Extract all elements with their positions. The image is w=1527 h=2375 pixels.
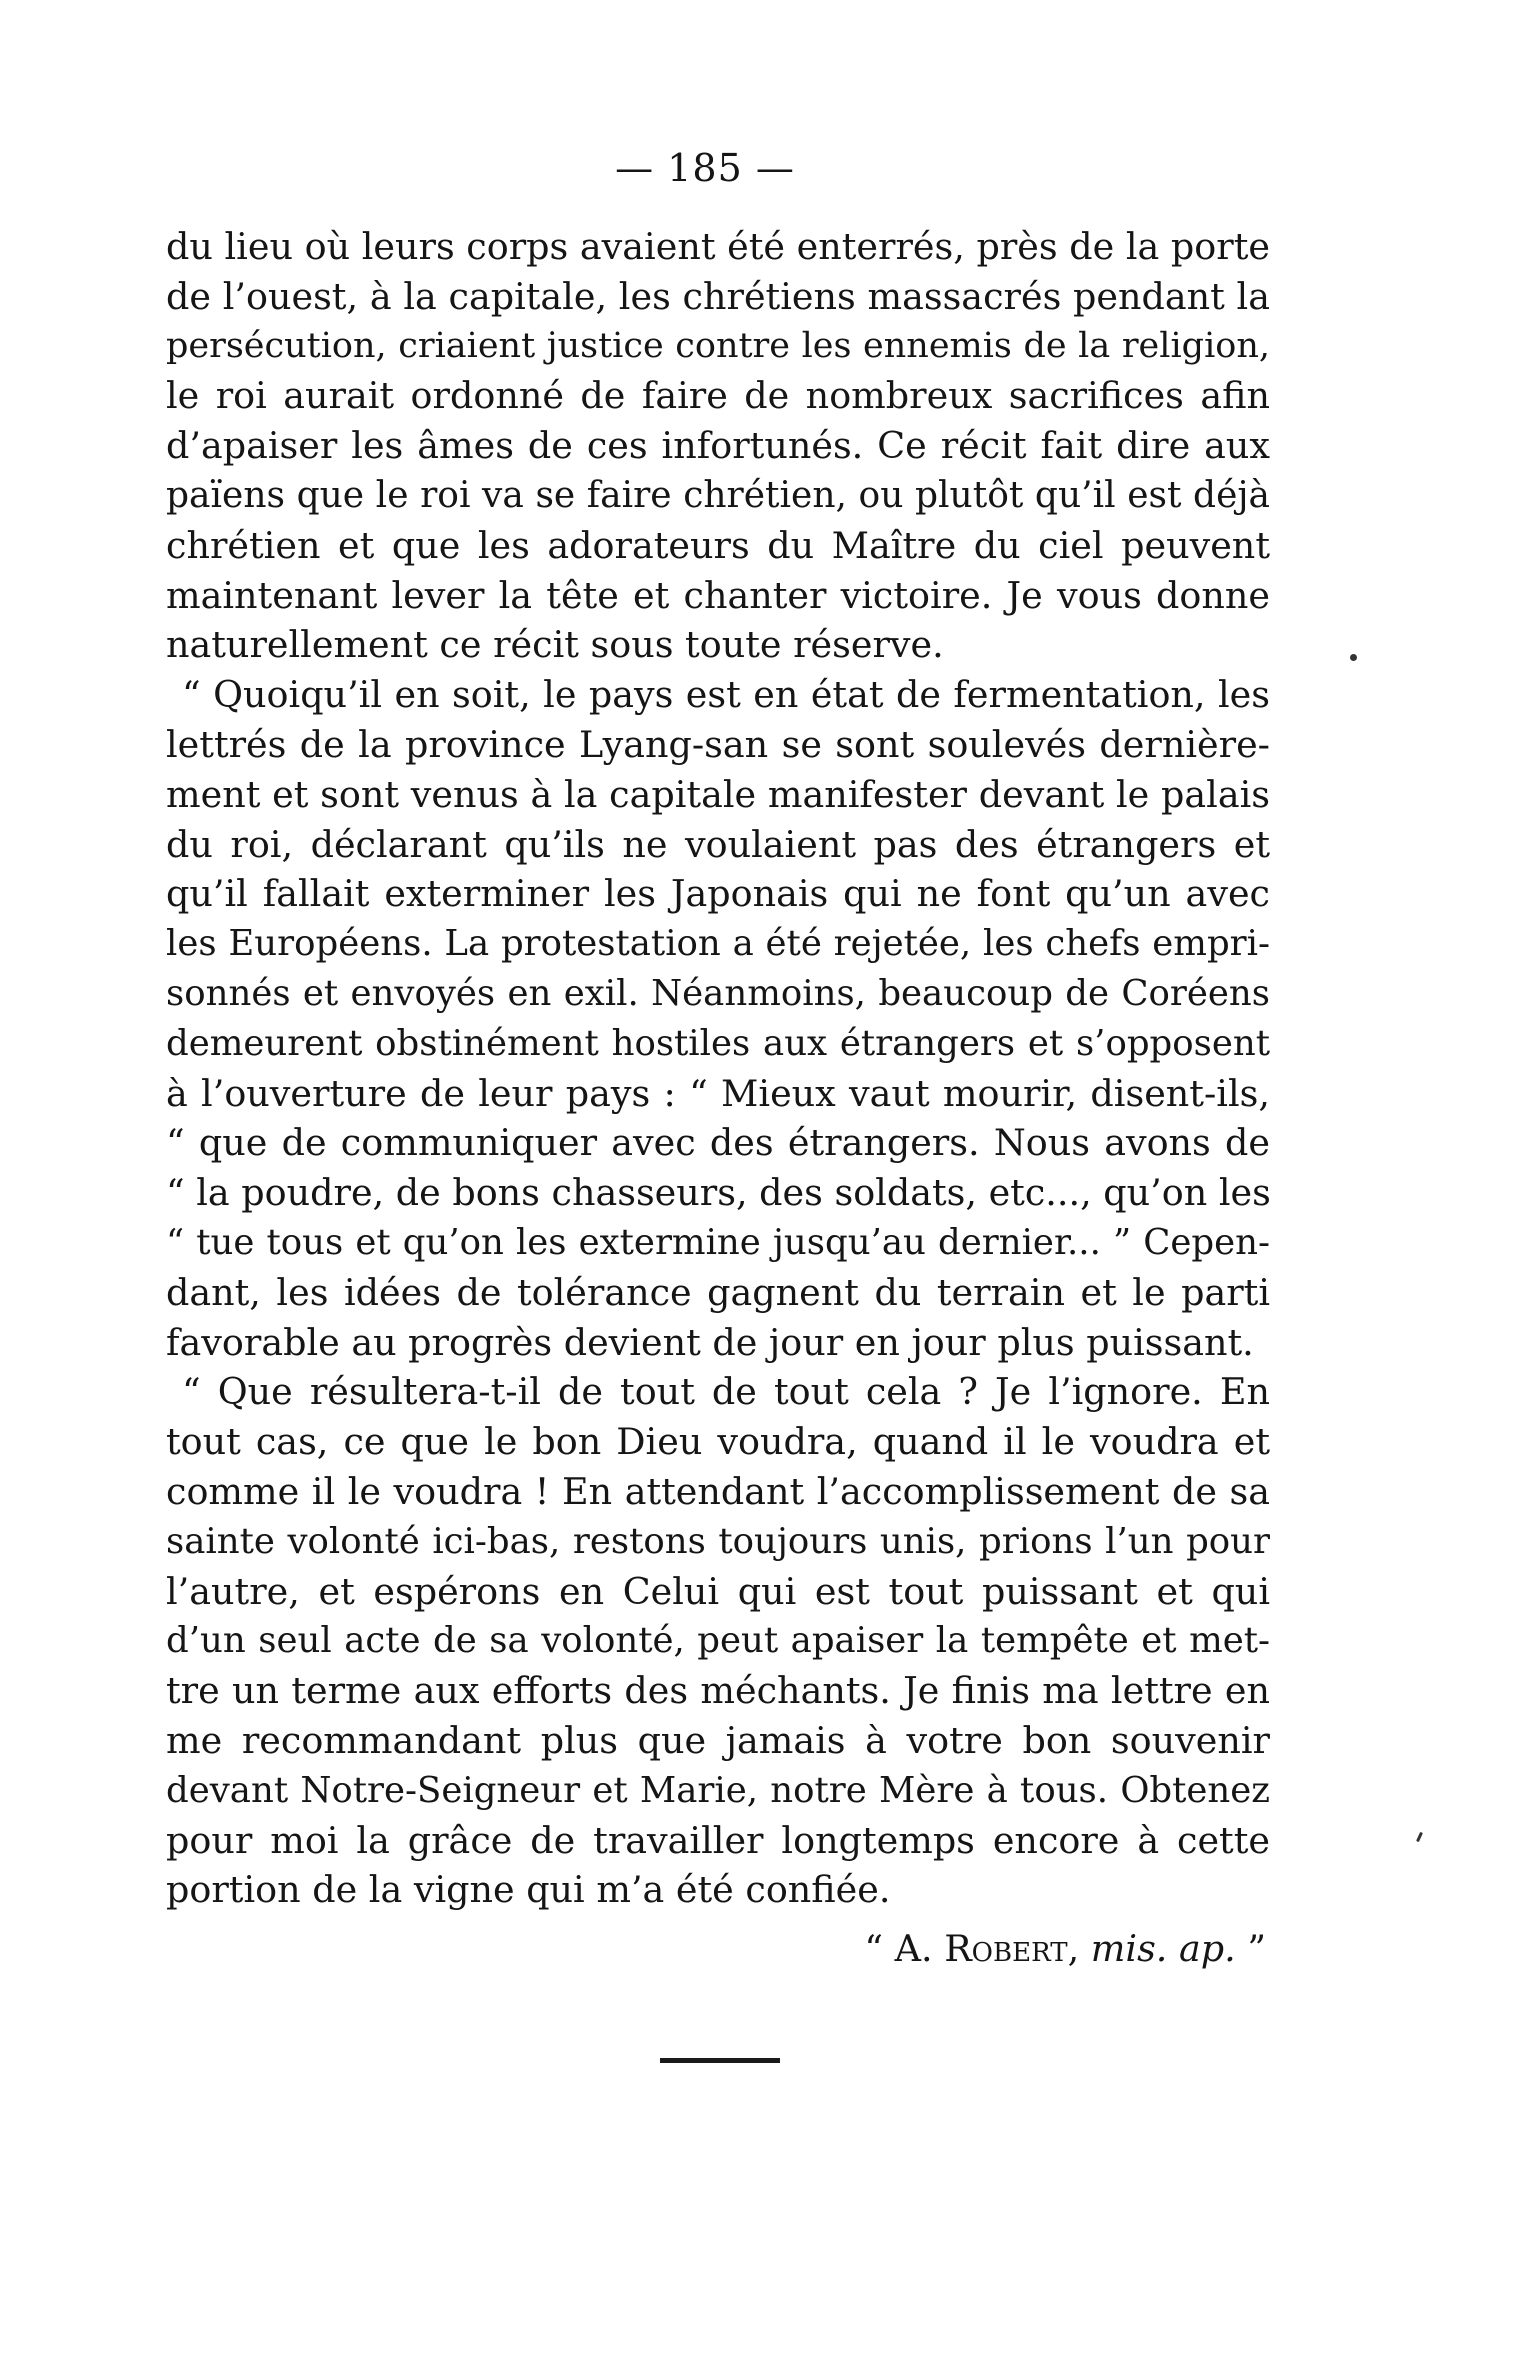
text-line: maintenant lever la tête et chanter victoire. Je vous donne xyxy=(166,573,1270,617)
text-line: comme il le voudra ! En attendant l’accomplissement de sa xyxy=(166,1469,1270,1513)
text-line: portion de la vigne qui m’a été confiée. xyxy=(166,1868,891,1912)
text-line: “ que de communiquer avec des étrangers. Nous avons de xyxy=(166,1121,1270,1165)
text-line: l’autre, et espérons en Celui qui est tout puissant et qui xyxy=(166,1569,1270,1613)
text-line: à l’ouverture de leur pays : “ Mieux vaut mourir, disent-ils, xyxy=(166,1071,1270,1115)
signature-close-quote: ” xyxy=(1235,1927,1266,1970)
text-line: persécution, criaient justice contre les ennemis de la religion, xyxy=(166,325,1270,366)
text-line: lettrés de la province Lyang-san se sont soulevés dernière- xyxy=(166,722,1270,766)
text-line: me recommandant plus que jamais à votre bon souvenir xyxy=(166,1718,1270,1762)
text-line: “ Quoiqu’il en soit, le pays est en état de fermentation, les xyxy=(182,673,1270,717)
page-number: — 185 — xyxy=(615,146,795,190)
text-line: “ la poudre, de bons chasseurs, des soldats, etc..., qu’on les xyxy=(166,1171,1271,1215)
text-line: pour moi la grâce de travailler longtemps encore à cette xyxy=(166,1818,1270,1862)
text-line: “ tue tous et qu’on les extermine jusqu’au dernier... ” Cepen- xyxy=(166,1221,1270,1263)
text-line: “ Que résultera-t-il de tout de tout cela ? Je l’ignore. En xyxy=(182,1370,1270,1414)
text-line: du lieu où leurs corps avaient été enterrés, près de la porte xyxy=(166,225,1270,268)
signature-name: Robert xyxy=(944,1927,1068,1970)
text-line: tout cas, ce que le bon Dieu voudra, quand il le voudra et xyxy=(166,1420,1270,1464)
text-line: ment et sont venus à la capitale manifester devant le palais xyxy=(166,772,1270,816)
text-line: païens que le roi va se faire chrétien, ou plutôt qu’il est déjà xyxy=(166,474,1270,516)
text-line: tre un terme aux efforts des méchants. Je finis ma lettre en xyxy=(166,1669,1270,1713)
text-line: chrétien et que les adorateurs du Maître du ciel peuvent xyxy=(166,523,1270,567)
signature xyxy=(0,1924,1266,1974)
text-line: dant, les idées de tolérance gagnent du terrain et le parti xyxy=(166,1270,1270,1314)
text-line: demeurent obstinément hostiles aux étrangers et s’opposent xyxy=(166,1022,1270,1064)
body-text xyxy=(166,222,1270,1915)
scan-speck xyxy=(1416,1832,1423,1842)
end-divider xyxy=(660,2058,780,2063)
text-line: du roi, déclarant qu’ils ne voulaient pas des étrangers et xyxy=(166,822,1270,866)
scan-speck xyxy=(1350,654,1357,661)
signature-open-quote: “ A. xyxy=(864,1927,945,1970)
text-line: sainte volonté ici-bas, restons toujours unis, prions l’un pour xyxy=(166,1520,1270,1562)
text-line: d’apaiser les âmes de ces infortunés. Ce récit fait dire aux xyxy=(166,424,1270,468)
text-line: qu’il fallait exterminer les Japonais qui ne font qu’un avec xyxy=(166,872,1270,916)
text-line: d’un seul acte de sa volonté, peut apaiser la tempête et met- xyxy=(166,1620,1270,1662)
text-line: le roi aurait ordonné de faire de nombreux sacrifices afin xyxy=(166,374,1270,418)
signature-separator: , xyxy=(1067,1927,1091,1970)
signature-title: mis. ap. xyxy=(1090,1927,1236,1970)
text-line: les Européens. La protestation a été rejetée, les chefs empri- xyxy=(166,923,1270,965)
text-line: de l’ouest, à la capitale, les chrétiens massacrés pendant la xyxy=(166,274,1270,318)
text-line: sonnés et envoyés en exil. Néanmoins, beaucoup de Coréens xyxy=(166,972,1270,1014)
text-line: naturellement ce récit sous toute réserve. xyxy=(166,623,944,667)
text-line: devant Notre-Seigneur et Marie, notre Mère à tous. Obtenez xyxy=(166,1769,1270,1811)
text-line: favorable au progrès devient de jour en jour plus puissant. xyxy=(166,1320,1254,1364)
